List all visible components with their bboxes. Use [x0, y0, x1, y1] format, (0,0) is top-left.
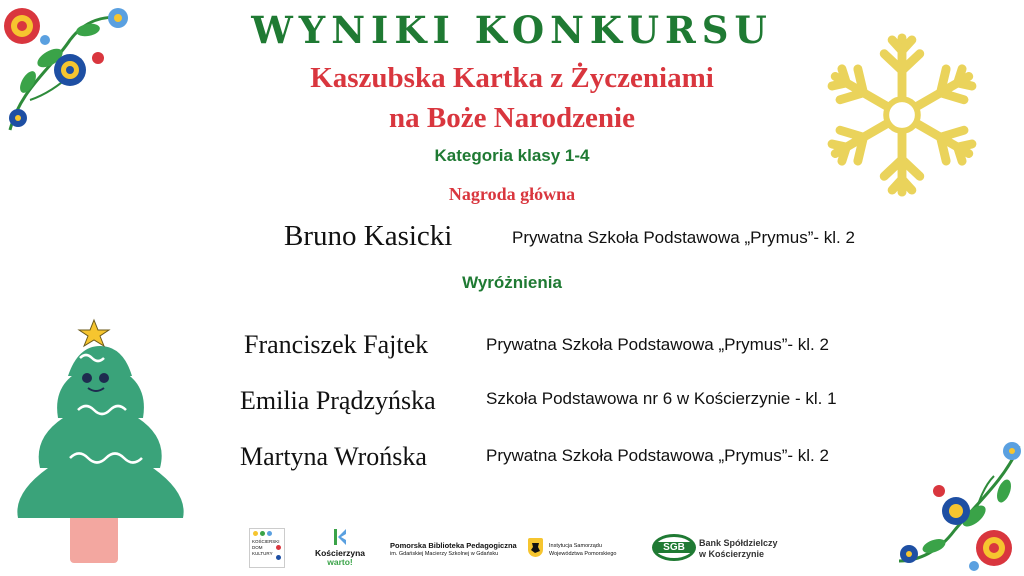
honor-school: Prywatna Szkoła Podstawowa „Prymus”- kl. 2: [486, 446, 829, 465]
kdk-line: KOŚCIERSKI: [252, 539, 280, 544]
page-title: WYNIKI KONKURSU: [251, 8, 773, 52]
main-prize-heading: Nagroda główna: [448, 184, 576, 204]
honor-school: Prywatna Szkoła Podstawowa „Prymus”- kl. 2: [486, 335, 829, 354]
samorzad-line: Województwa Pomorskiego: [549, 551, 617, 557]
pomorskie-crest-icon: [528, 538, 543, 557]
honor-name: Emilia Prądzyńska: [240, 386, 436, 415]
floral-corner-bottom-right-icon: [894, 436, 1024, 576]
christmas-tree-icon: [8, 318, 193, 566]
honors-heading: Wyróżnienia: [462, 273, 562, 292]
dot-icon: [267, 531, 272, 536]
pbp-name: Pomorska Biblioteka Pedagogiczna: [390, 541, 517, 550]
sgb-logo: [652, 534, 696, 561]
dot-icon: [276, 545, 281, 550]
samorzad-text: [549, 542, 616, 558]
samorzad-line: Instytucja Samorządu: [549, 543, 602, 549]
koscierzyna-line: warto!: [327, 557, 353, 567]
main-prize-winner-school: Prywatna Szkoła Podstawowa „Prymus”- kl. 2: [512, 228, 855, 247]
main-prize-winner-name: Bruno Kasicki: [284, 220, 453, 252]
bank-text: [699, 538, 778, 560]
koscierzyna-logo: [310, 526, 370, 570]
contest-name-line-2: na Boże Narodzenie: [389, 102, 635, 134]
sgb-mark: SGB: [655, 542, 693, 553]
dot-icon: [253, 531, 258, 536]
pbp-subname: im. Gdańskiej Macierzy Szkolnej w Gdańsku: [390, 551, 499, 557]
kdk-line: DOM: [252, 545, 263, 550]
kdk-logo: [249, 528, 285, 568]
honor-school: Szkoła Podstawowa nr 6 w Kościerzynie - kl. 1: [486, 389, 837, 408]
category-heading: Kategoria klasy 1-4: [434, 146, 590, 165]
kdk-line: KULTURY: [252, 551, 273, 556]
griffin-icon: [528, 538, 543, 557]
dot-icon: [260, 531, 265, 536]
bank-line: w Kościerzynie: [699, 549, 765, 559]
dot-icon: [276, 555, 281, 560]
contest-name-line-1: Kaszubska Kartka z Życzeniami: [310, 62, 714, 94]
koscierzyna-line: Kościerzyna: [314, 548, 366, 558]
pbp-logo: [390, 541, 517, 559]
koscierzyna-mark-icon: [310, 526, 370, 548]
bank-line: Bank Spółdzielczy: [699, 538, 778, 548]
honor-name: Franciszek Fajtek: [244, 330, 429, 359]
honor-name: Martyna Wrońska: [240, 442, 427, 471]
